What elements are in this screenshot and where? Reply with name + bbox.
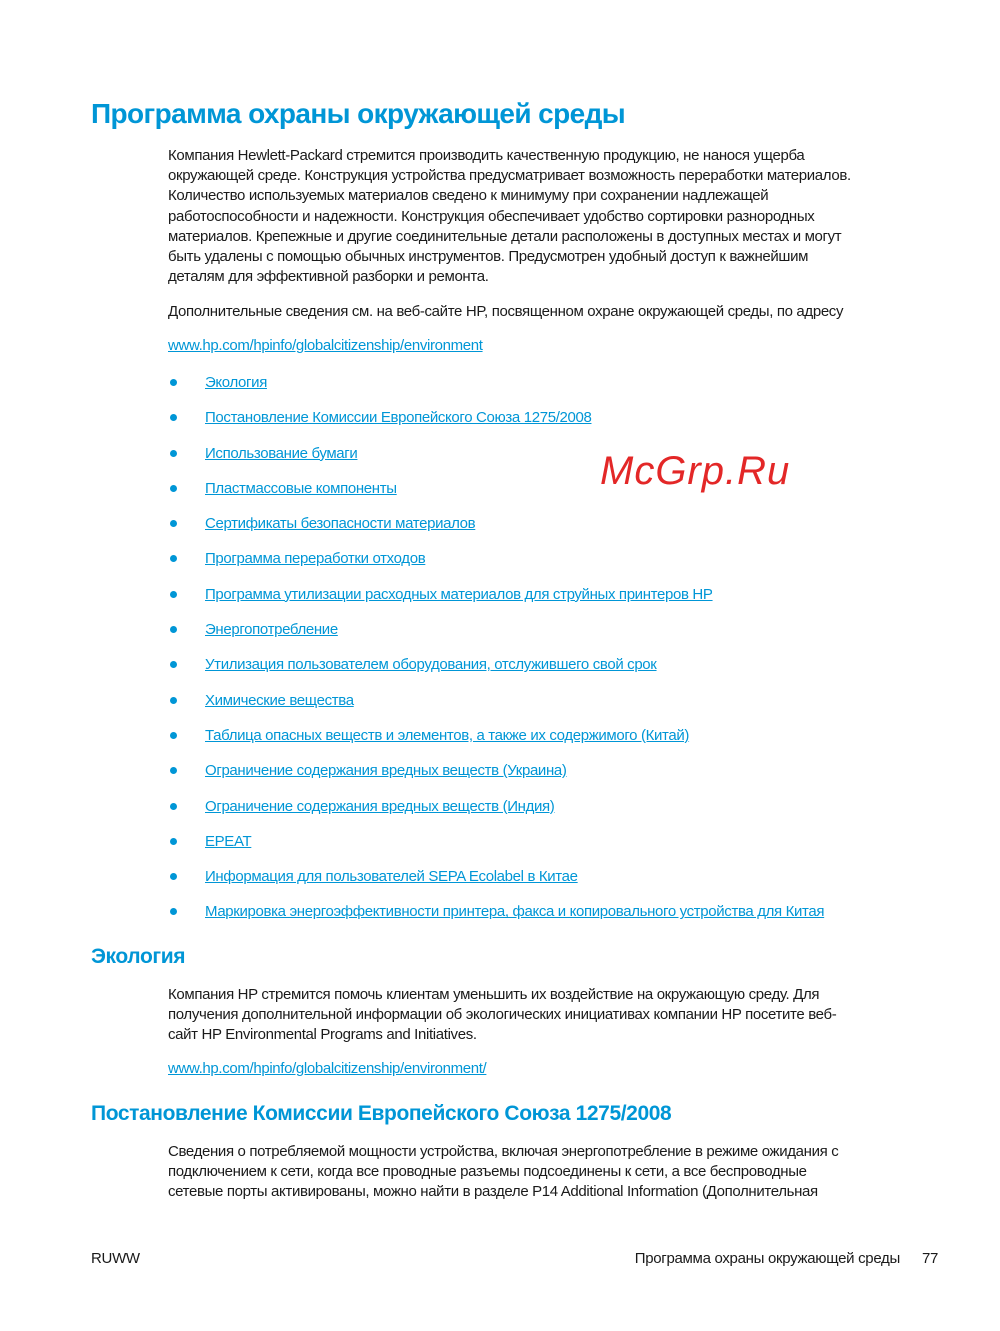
bullet-icon [170,626,177,633]
toc-link[interactable]: Использование бумаги [205,444,358,462]
toc-link[interactable]: Таблица опасных веществ и элементов, а также их содержимого (Китай) [205,726,690,744]
bullet-icon [170,485,177,492]
toc-link[interactable]: Ограничение содержания вредных веществ (Индия) [205,797,555,815]
list-item [168,691,824,726]
bullet-icon [170,555,177,562]
toc-link[interactable]: Информация для пользователей SEPA Ecolabel в Китае [205,868,578,886]
text-line: Сведения о потребляемой мощности устройства, включая энергопотребление в режиме ожидания с [168,1143,839,1160]
list-item [168,761,824,796]
bullet-icon [170,838,177,845]
eu-regulation-paragraph [168,1142,838,1203]
toc-link[interactable]: Ограничение содержания вредных веществ (Украина) [205,762,567,780]
text-line: деталям для эффективной разборки и ремонта. [168,268,489,286]
bullet-icon [170,520,177,527]
text-line: окружающей среде. Конструкция устройства предусматривает возможность переработки материалов. [168,167,851,185]
list-item [168,832,824,867]
text-line: работоспособности и надежности. Конструкция обеспечивает удобство сортировки разнородных [168,207,815,225]
text-line: сетевые порты активированы, можно найти в разделе P14 Additional Information (Дополнительная [168,1183,818,1201]
toc-link[interactable]: Программа утилизации расходных материалов для струйных принтеров HP [205,585,713,603]
page-number: 77 [922,1250,939,1267]
list-item [168,585,824,620]
list-item [168,620,824,655]
watermark: McGrp.Ru [600,449,791,493]
intro-paragraph [168,146,851,287]
text-line: Количество используемых материалов сведено к минимуму при сохранении надлежащей [168,187,769,205]
bullet-icon [170,803,177,810]
toc-link[interactable]: Маркировка энергоэффективности принтера, факса и копировального устройства для Китая [205,903,825,921]
text-line: Компания HP стремится помочь клиентам уменьшить их воздействие на окружающую среду. Для [168,986,820,1003]
list-item [168,797,824,832]
text-line: Компания Hewlett-Packard стремится производить качественную продукцию, не нанося ущерба [168,147,805,164]
page-title: Программа охраны окружающей среды [91,98,626,129]
eu-regulation-heading: Постановление Комиссии Европейского Союза 1275/2008 [91,1102,672,1125]
bullet-icon [170,697,177,704]
list-item [168,373,824,408]
bullet-icon [170,661,177,668]
list-item [168,408,824,443]
text-line: подключением к сети, когда все проводные разъемы подсоединены к сети, а все беспроводные [168,1163,807,1181]
list-item [168,726,824,761]
ecology-heading: Экология [91,945,186,968]
bullet-icon [170,379,177,386]
text-line: получения дополнительной информации об экологических инициативах компании HP посетите веб- [168,1006,837,1024]
list-item [168,867,824,902]
list-item [168,902,824,937]
toc-link[interactable]: Экология [205,374,267,391]
text-line: материалов. Крепежные и другие соединительные детали расположены в доступных местах и могут [168,227,842,245]
ecology-link[interactable]: www.hp.com/hpinfo/globalcitizenship/environment/ [168,1060,487,1077]
footer-section: Программа охраны окружающей среды [634,1250,900,1267]
toc-link[interactable]: Утилизация пользователем оборудования, отслужившего свой срок [205,656,657,674]
toc-link[interactable]: Программа переработки отходов [205,550,426,568]
bullet-icon [170,908,177,915]
list-item [168,514,824,549]
bullet-icon [170,450,177,457]
bullet-icon [170,732,177,739]
toc-link[interactable]: Постановление Комиссии Европейского Союза 1275/2008 [205,409,592,427]
toc-link[interactable]: Химические вещества [205,691,354,709]
bullet-icon [170,767,177,774]
text-line: сайт HP Environmental Programs and Initiatives. [168,1026,477,1044]
list-item [168,655,824,690]
toc-link[interactable]: Сертификаты безопасности материалов [205,515,476,533]
toc-link[interactable]: Пластмассовые компоненты [205,479,397,497]
ecology-paragraph [168,985,836,1046]
more-info-text: Дополнительные сведения см. на веб-сайте HP, посвященном охране окружающей среды, по адресу [168,303,844,320]
toc-link[interactable]: Энергопотребление [205,621,338,639]
environment-link[interactable]: www.hp.com/hpinfo/globalcitizenship/environment [168,337,483,354]
bullet-icon [170,414,177,421]
list-item [168,549,824,584]
bullet-icon [170,873,177,880]
toc-link[interactable]: EPEAT [205,832,252,850]
bullet-icon [170,591,177,598]
footer-left: RUWW [91,1250,140,1267]
text-line: быть удалены с помощью обычных инструментов. Предусмотрен удобный доступ к важнейшим [168,248,809,266]
